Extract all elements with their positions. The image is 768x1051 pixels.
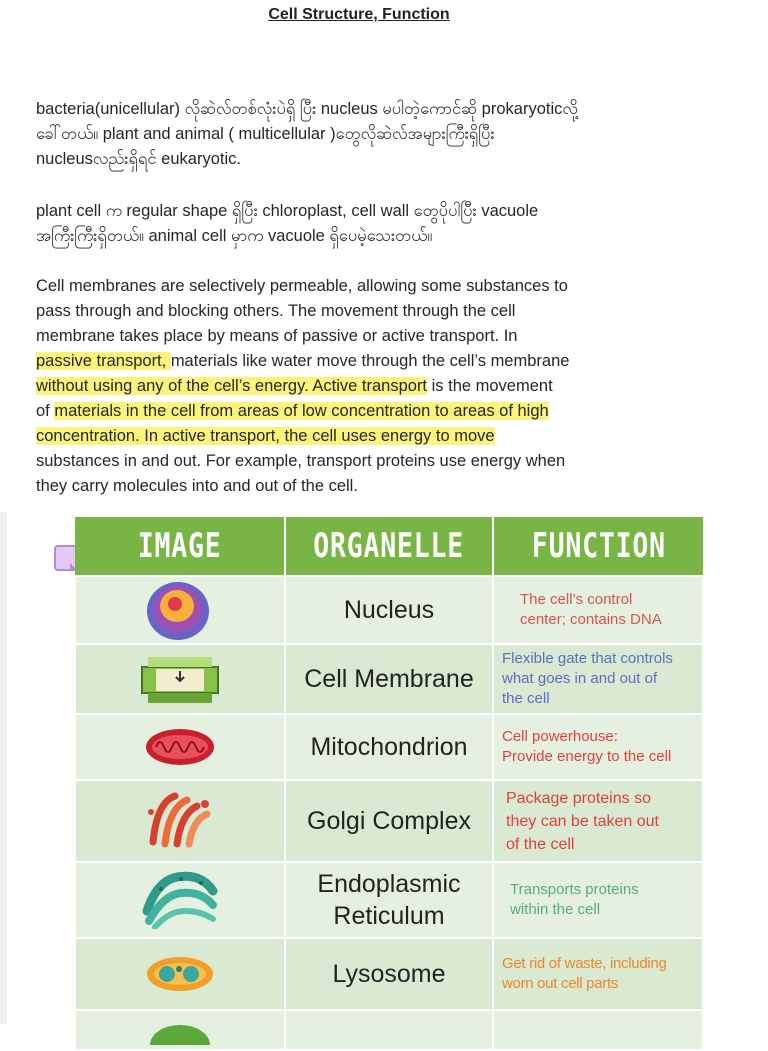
text-line: materials like water move through the cell’s membrane (170, 352, 570, 370)
mitochondrion-icon (144, 725, 216, 769)
table-row (75, 862, 703, 938)
organelle-name: Golgi Complex (285, 780, 493, 862)
highlighted-text: materials in the cell from areas of low concentration to areas of high (54, 402, 549, 420)
organelle-table (74, 517, 704, 1051)
text-line: အကြီးကြီးရှိတယ်။ animal cell မှာက vacuole ရှိပေမဲ့သေးတယ်။ (36, 227, 433, 245)
table-header-row (75, 517, 703, 576)
table-row (75, 576, 703, 644)
page-edge (0, 512, 7, 1024)
organelle-function: The cell’s control center; contains DNA (493, 576, 703, 644)
organelle-name: Nucleus (285, 576, 493, 644)
table-row (75, 1010, 703, 1050)
text-line: membrane takes place by means of passive or active transport. In (36, 327, 518, 345)
text-line: pass through and blocking others. The movement through the cell (36, 302, 516, 320)
text-line: plant cell က regular shape ရှိပြီး chloroplast, cell wall တွေပိုပါပြီး vacuole (36, 202, 539, 220)
cell-membrane-icon (140, 653, 220, 705)
highlighted-text: without using any of the cell’s energy. Active transport (36, 377, 428, 395)
text-line: Cell membranes are selectively permeable, allowing some substances to (36, 277, 568, 295)
organelle-function: Cell powerhouse: Provide energy to the cell (493, 714, 703, 780)
organelle-name: Endoplasmic Reticulum (285, 862, 493, 938)
highlighted-text: passive transport, (36, 352, 171, 370)
organelle-function: Package proteins so they can be taken out of the cell (493, 780, 703, 862)
text-line: of (36, 402, 55, 420)
table-row (75, 644, 703, 714)
highlighted-text: concentration. In active transport, the cell uses energy to move (36, 427, 495, 445)
paragraph-prokaryotic (36, 97, 706, 172)
text-line: they carry molecules into and out of the cell. (36, 477, 358, 495)
text-line: ခေါ်တယ်။ plant and animal ( multicellular )တွေလိုဆဲလ်အများကြီးရှိပြီး (36, 125, 495, 143)
organelle-function: Transports proteins within the cell (493, 862, 703, 938)
text-line: substances in and out. For example, transport proteins use energy when (36, 452, 566, 470)
organelle-function: Flexible gate that controls what goes in and out of the cell (493, 644, 703, 714)
lysosome-icon (145, 954, 215, 994)
organelle-name: Mitochondrion (285, 714, 493, 780)
paragraph-plant-animal-cell (36, 199, 706, 249)
text-line: is the movement (427, 377, 553, 395)
page-title: Cell Structure, Function (268, 6, 450, 23)
table-row (75, 780, 703, 862)
header-organelle: ORGANELLE (285, 517, 493, 576)
paragraph-cell-membrane (36, 274, 706, 499)
header-function: FUNCTION (493, 517, 703, 576)
chloroplast-icon (145, 1015, 215, 1045)
organelle-name: Lysosome (285, 938, 493, 1010)
text-line: nucleusလည်းရှိရင် eukaryotic. (36, 150, 241, 168)
organelle-function: Get rid of waste, including worn out cell parts (493, 938, 703, 1010)
header-image: IMAGE (75, 517, 285, 576)
organelle-name: Cell Membrane (285, 644, 493, 714)
table-row (75, 714, 703, 780)
endoplasmic-reticulum-icon (141, 871, 219, 929)
nucleus-icon (145, 578, 215, 642)
table-row (75, 938, 703, 1010)
golgi-complex-icon (145, 792, 215, 850)
text-line: bacteria(unicellular) လိုဆဲလ်တစ်လုံးပဲရှိ ပြီး nucleus မပါတဲ့ကောင်ဆို prokaryoticလို့ (36, 100, 578, 118)
